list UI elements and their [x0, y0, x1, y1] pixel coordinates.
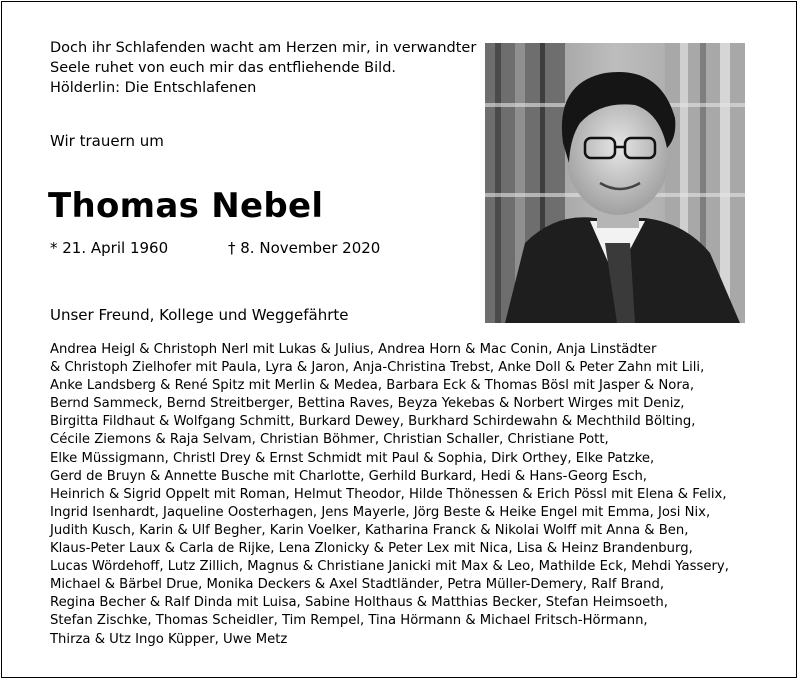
quote-line: Seele ruhet von euch mir das entfliehende Bild. — [50, 60, 397, 76]
relationship-subtitle: Unser Freund, Kollege und Weggefährte — [50, 306, 349, 324]
mourn-heading: Wir trauern um — [50, 132, 164, 150]
deceased-name: Thomas Nebel — [48, 186, 324, 226]
mourners-line: Lucas Wördehoff, Lutz Zillich, Magnus & Christiane Janicki mit Max & Leo, Mathilde Eck, Mehdi Yassery, — [50, 559, 729, 575]
mourners-list — [50, 341, 729, 649]
mourners-line: Andrea Heigl & Christoph Nerl mit Lukas & Julius, Andrea Horn & Mac Conin, Anja Linstädter — [50, 342, 657, 357]
portrait-photo — [485, 43, 745, 323]
mourners-line: Gerd de Bruyn & Annette Busche mit Charlotte, Gerhild Burkard, Hedi & Hans-Georg Esch, — [50, 468, 648, 484]
mourners-line: & Christoph Zielhofer mit Paula, Lyra & Jaron, Anja-Christina Trebst, Anke Doll & Peter Zahn mit Lili, — [50, 360, 705, 376]
birth-date: * 21. April 1960 — [50, 239, 169, 257]
mourners-line: Klaus-Peter Laux & Carla de Rijke, Lena Zlonicky & Peter Lex mit Nica, Lisa & Heinz Brandenburg, — [50, 541, 693, 557]
death-date: † 8. November 2020 — [228, 239, 381, 257]
quote-line: Doch ihr Schlafenden wacht am Herzen mir, in verwandter — [50, 40, 477, 56]
mourners-line: Elke Müssigmann, Christl Drey & Ernst Schmidt mit Paul & Sophia, Dirk Orthey, Elke Patzke, — [50, 450, 655, 466]
mourners-line: Judith Kusch, Karin & Ulf Begher, Karin Voelker, Katharina Franck & Nikolai Wolff mit Anna & Ben, — [50, 522, 689, 538]
poem-quote — [50, 38, 477, 98]
mourners-line: Michael & Bärbel Drue, Monika Deckers & Axel Stadtländer, Petra Müller-Demery, Ralf Brand, — [50, 577, 665, 593]
mourners-line: Birgitta Fildhaut & Wolfgang Schmitt, Burkard Dewey, Burkhard Schirdewahn & Mechthild Bölting, — [50, 414, 696, 430]
mourners-line: Ingrid Isenhardt, Jaqueline Oosterhagen, Jens Mayerle, Jörg Beste & Heike Engel mit Emma, Josi Nix, — [50, 504, 711, 520]
mourners-line: Thirza & Utz Ingo Küpper, Uwe Metz — [50, 631, 288, 647]
mourners-line: Anke Landsberg & René Spitz mit Merlin & Medea, Barbara Eck & Thomas Bösl mit Jasper & Nora, — [50, 378, 695, 394]
mourners-line: Heinrich & Sigrid Oppelt mit Roman, Helmut Theodor, Hilde Thönessen & Erich Pössl mit Elena & Felix, — [50, 486, 727, 502]
mourners-line: Stefan Zischke, Thomas Scheidler, Tim Rempel, Tina Hörmann & Michael Fritsch-Hörmann, — [50, 613, 648, 629]
mourners-line: Cécile Ziemons & Raja Selvam, Christian Böhmer, Christian Schaller, Christiane Pott, — [50, 432, 609, 448]
quote-attribution: Hölderlin: Die Entschlafenen — [50, 80, 257, 96]
mourners-line: Regina Becher & Ralf Dinda mit Luisa, Sabine Holthaus & Matthias Becker, Stefan Heimsoeth, — [50, 595, 668, 611]
mourners-line: Bernd Sammeck, Bernd Streitberger, Bettina Raves, Beyza Yekebas & Norbert Wirges mit Deniz, — [50, 396, 685, 412]
